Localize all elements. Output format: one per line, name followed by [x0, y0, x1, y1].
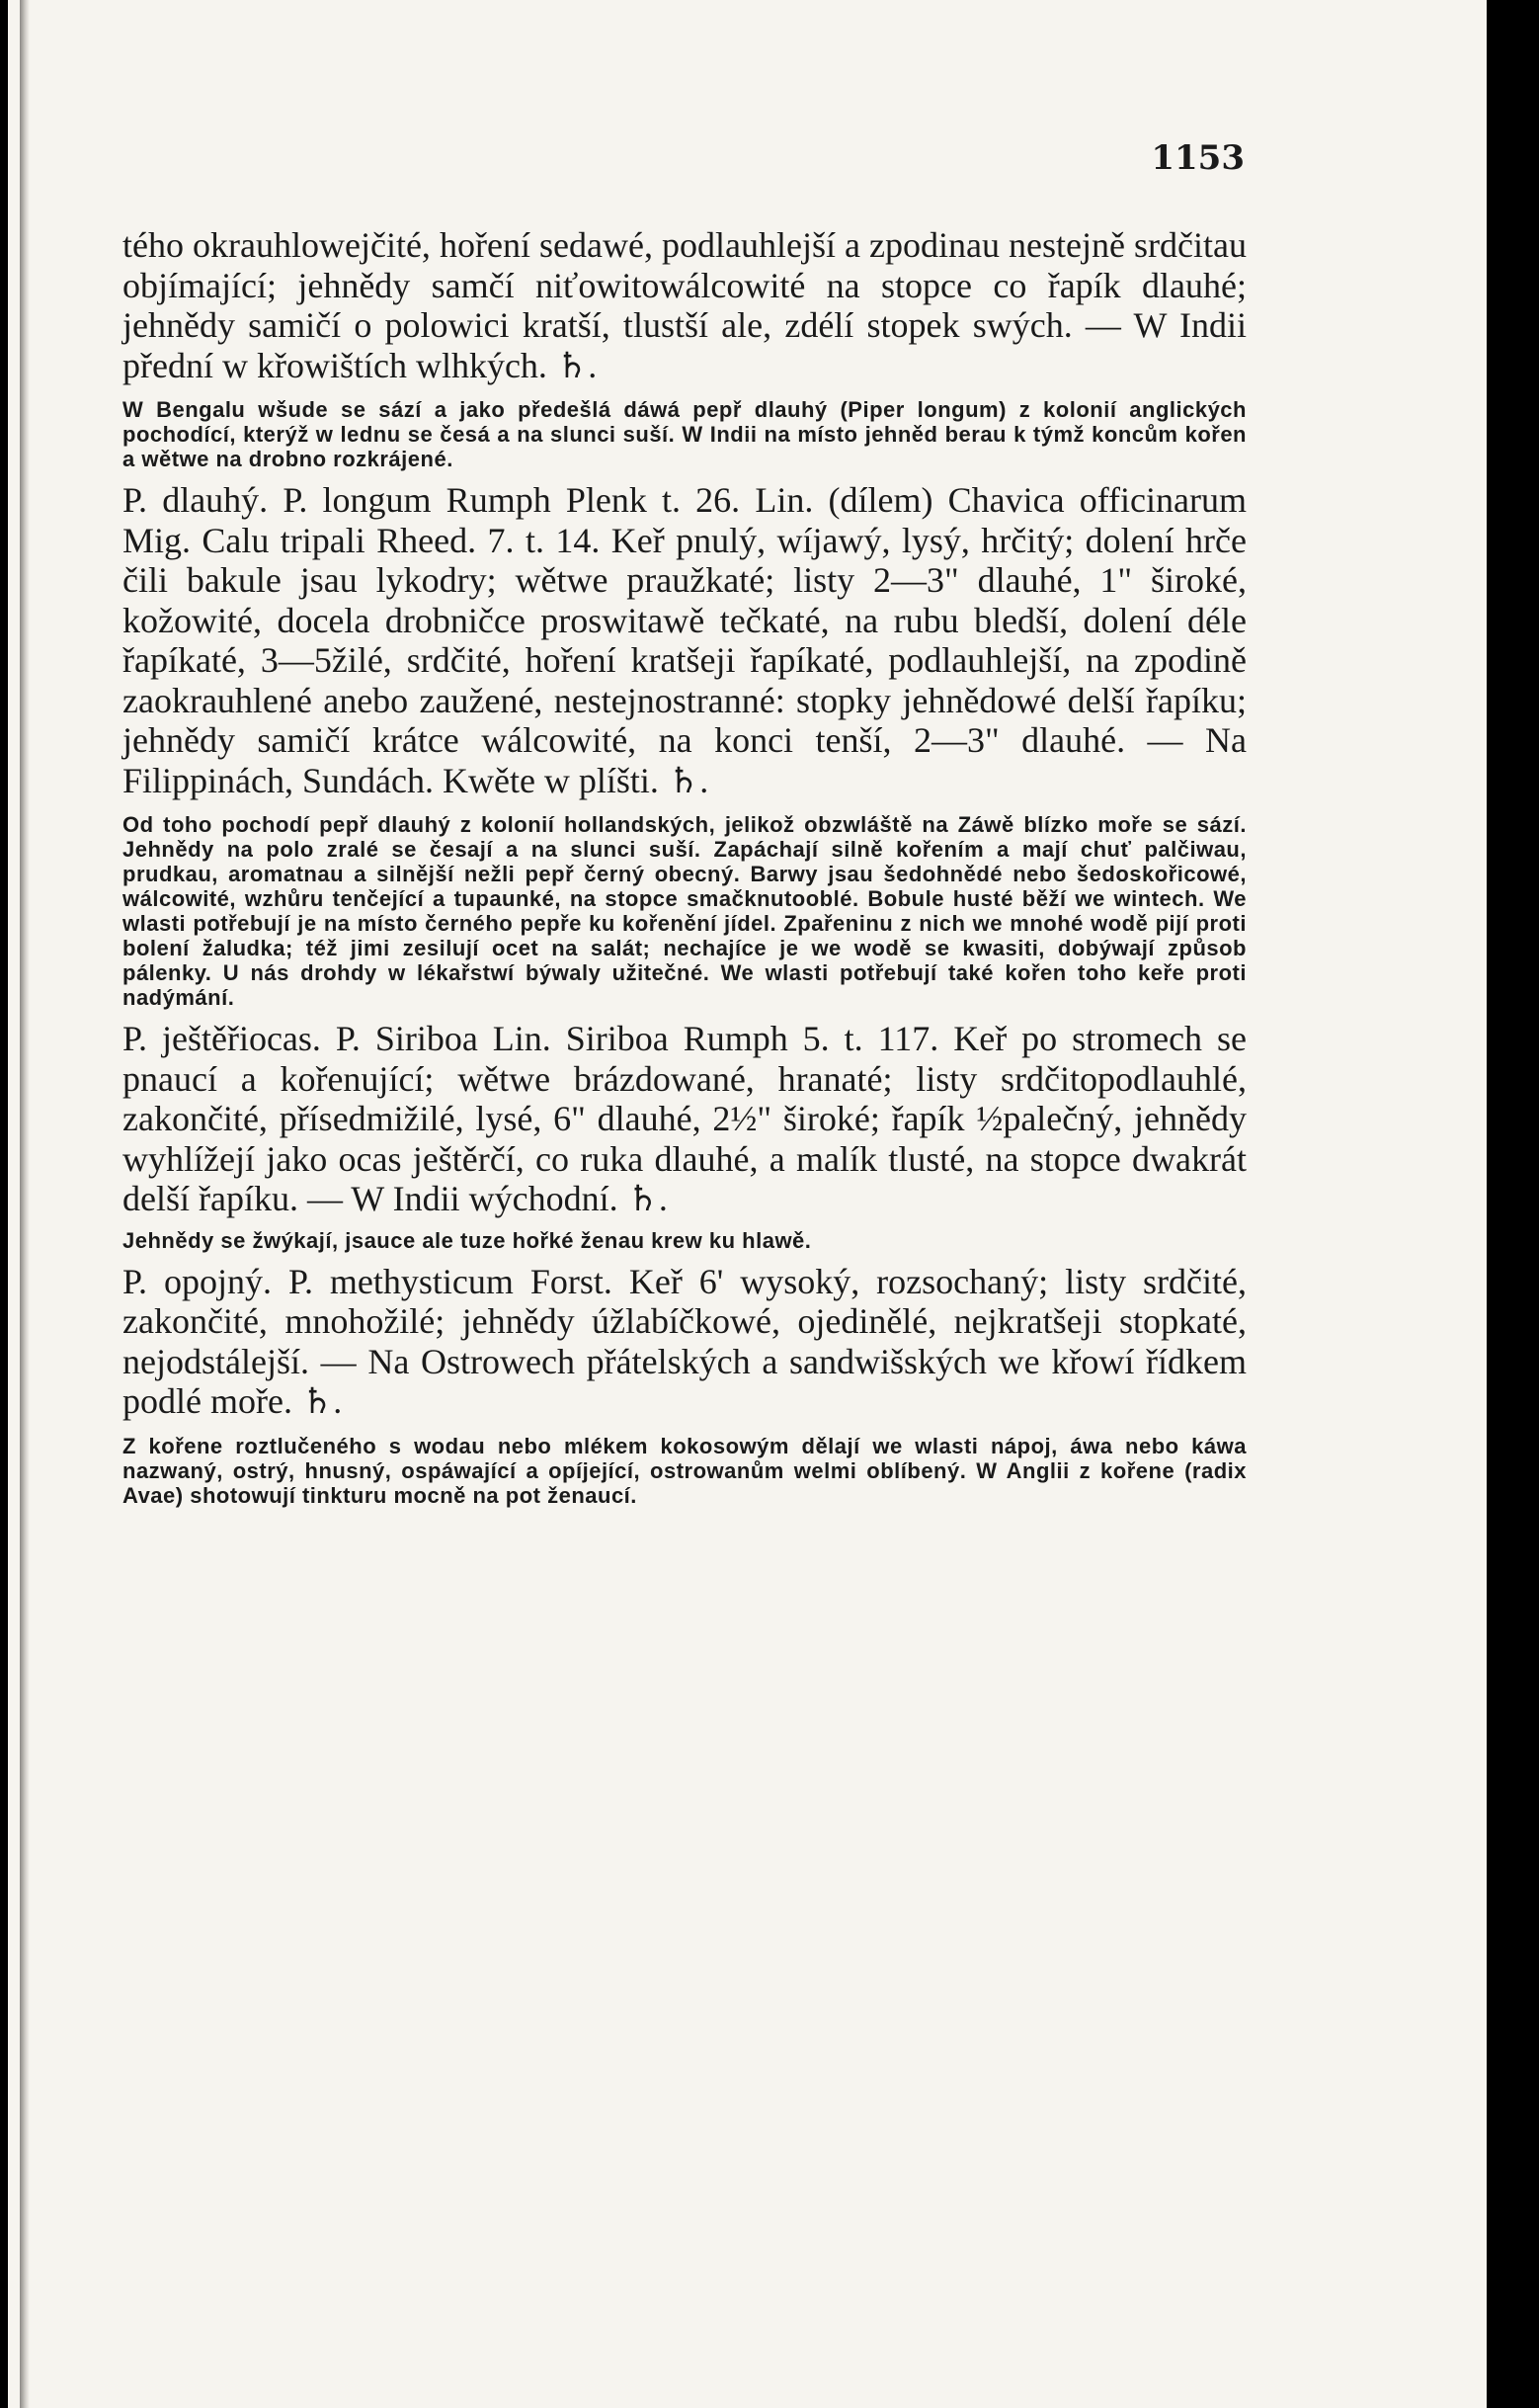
entry-piper-longum: P. dlauhý. P. longum Rumph Plenk t. 26. Lin. (dílem) Chavica officinarum Mig. Calu tripali Rheed. 7. t. 14. Keř pnulý, wíjawý, lysý, hrčitý; dolení hrče čili bakule jsau lykodry; wětwe praužkaté; listy 2—3" dlauhé, 1" široké, kožowité, docela drobničce proswitawě tečkaté, na rubu bledší, dolení déle řapíkaté, 3—5žilé, srdčité, hoření kratšeji řapíkaté, podlauhlejší, na zpodině zaokrauhlené anebo zaužené, nestejnostranné: stopky jehnědowé delší řapíku; jehnědy samičí krátce wálcowité, na konci tenší, 2—3" dlauhé. — Na Filippinách, Sundách. Kwěte w plíšti. ♄.: [122, 480, 1247, 800]
page-number: 1153: [1151, 138, 1245, 178]
scan-border-right: [1487, 0, 1539, 2408]
page-text: [122, 138, 1247, 1508]
entry-piper-methysticum: P. opojný. P. methysticum Forst. Keř 6' wysoký, rozsochaný; listy srdčité, zakončité, mnohožilé; jehnědy úžlabíčkowé, ojedinělé, nejkratšeji stopkaté, nejodstálejší. — Na Ostrowech přátelských a sandwišských we křowí řídkem podlé moře. ♄.: [122, 1261, 1247, 1421]
note-siriboa: Jehnědy se žwýkají, jsauce ale tuze hořké ženau krew ku hlawě.: [122, 1227, 812, 1253]
scan-border-left: [0, 0, 8, 2408]
entry-piper-siriboa: P. ještěřiocas. P. Siriboa Lin. Siriboa Rumph 5. t. 117. Keř po stromech se pnaucí a kořenující; wětwe brázdowané, hranaté; listy srdčitopodlauhlé, zakončité, přísedmižilé, lysé, 6" dlauhé, 2½" široké; řapík ½palečný, jehnědy wyhlížejí jako ocas ještěrčí, co ruka dlauhé, a malík tlusté, na stopce dwakrát delší řapíku. — W Indii wýchodní. ♄.: [122, 1019, 1247, 1218]
note-kava: Z kořene roztlučeného s wodau nebo mlékem kokosowým dělají we wlasti nápoj, áwa nebo káwa nazwaný, ostrý, hnusný, ospáwající a opíjející, ostrowanům welmi oblíbený. W Anglii z kořene (radix Avae) shotowují tinkturu mocně na pot ženaucí.: [122, 1433, 1247, 1508]
note-bengal: W Bengalu wšude se sází a jako předešlá dáwá pepř dlauhý (Piper longum) z kolonií anglických pochodící, kterýž w lednu se česá a na slunci suší. W Indii na místo jehněd berau k týmž koncům kořen a wětwe na drobno rozkrájené.: [122, 397, 1247, 471]
note-long-pepper: Od toho pochodí pepř dlauhý z kolonií hollandských, jelikož obzwláště na Záwě blízko moře se sází. Jehnědy na polo zralé se česají a na slunci suší. Zapáchají silně kořením a mají chuť palčiwau, prudkau, aromatnau a silnější nežli pepř černý obecný. Barwy jsau šedohnědé nebo šedoskořicowé, wálcowité, wzhůru tenčející a tupaunké, na stopce smačknutooblé. Bobule husté běží we wintech. We wlasti potřebují je na místo černého pepře ku kořenění jídel. Zpařeninu z nich we mnohé wodě pijí proti bolení žaludka; též jimi zesilují ocet na salát; nechajíce je we wodě se kwasiti, dobýwají způsob pálenky. U nás drohdy w lékařstwí býwaly užitečné. We wlasti potřebují také kořen toho keře proti nadýmání.: [122, 812, 1247, 1010]
page-gutter-shadow: [20, 0, 30, 2408]
paragraph-continuation: tého okrauhlowejčité, hoření sedawé, podlauhlejší a zpodinau nestejně srdčitau objímající; jehnědy samčí niťowitowálcowité na stopce co řapík dlauhé; jehnědy samičí o polowici kratší, tlustší ale, zdélí stopek swých. — W Indii přední w křowištích wlhkých. ♄.: [122, 225, 1247, 385]
